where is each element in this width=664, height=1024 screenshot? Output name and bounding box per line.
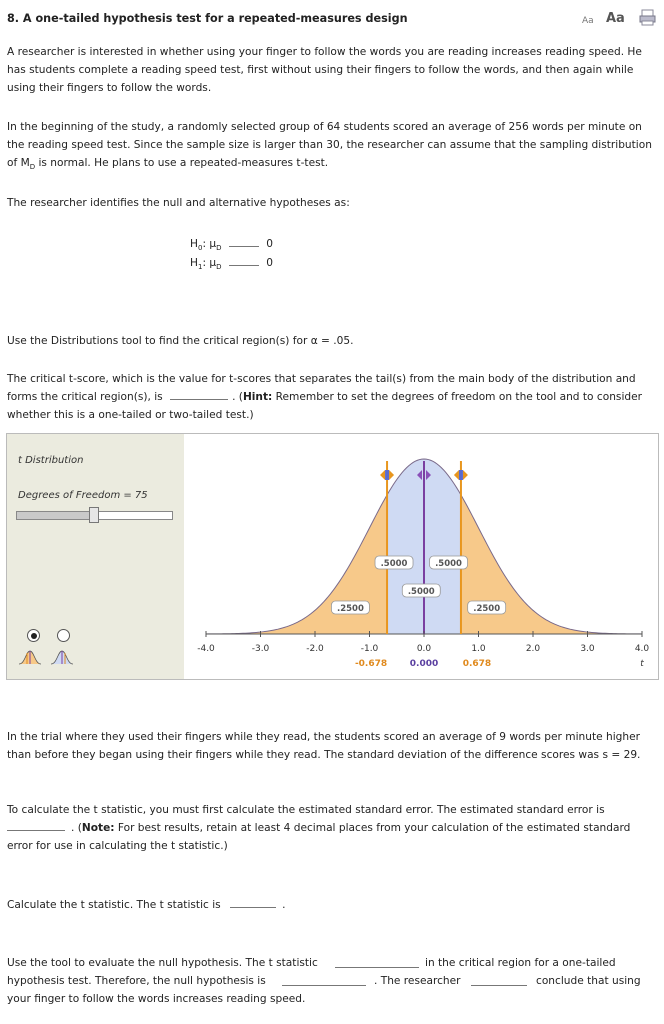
t-statistic-input[interactable] bbox=[230, 897, 276, 908]
researcher-conclusion-dropdown[interactable] bbox=[471, 975, 527, 986]
x-tick-label: -3.0 bbox=[251, 644, 270, 654]
area-label: .5000 bbox=[380, 559, 408, 569]
x-tick-label: 3.0 bbox=[580, 644, 595, 654]
x-tick-label: 0.0 bbox=[416, 644, 432, 654]
x-axis-label: t bbox=[640, 659, 644, 669]
area-label: .2500 bbox=[336, 604, 364, 614]
alternative-hypothesis: $H_1$: $\mu_D$ 0 bbox=[190, 257, 274, 272]
standard-error-input[interactable] bbox=[7, 820, 65, 831]
null-hypothesis: $H_0$: $\mu_D$ 0 bbox=[190, 238, 274, 253]
text-size-large-button[interactable]: Aa bbox=[606, 11, 625, 26]
x-tick-label: -2.0 bbox=[306, 644, 324, 654]
x-tick-label: -4.0 bbox=[197, 644, 215, 654]
critical-region-dropdown[interactable] bbox=[335, 957, 419, 968]
standard-error-paragraph: To calculate the t statistic, you must first calculate the estimated standard error. The estimated standard error is . (Note: For best results, retain at least 4 decimal places from your calculation of the estimated standard error for use in calculating the t statistic.) bbox=[7, 804, 631, 852]
t-distribution-graph bbox=[184, 434, 658, 679]
h0-operator-dropdown[interactable] bbox=[229, 236, 259, 247]
critical-t-input[interactable] bbox=[170, 389, 228, 400]
t-statistic-paragraph: Calculate the t statistic. The t statistic is . bbox=[7, 899, 286, 911]
marker-drag-handle bbox=[385, 470, 389, 480]
x-tick-label: 4.0 bbox=[634, 644, 650, 654]
tool-controls-panel bbox=[7, 434, 184, 679]
question-title: 8. A one-tailed hypothesis test for a repeated-measures design bbox=[7, 12, 408, 25]
intro-paragraph: A researcher is interested in whether using your finger to follow the words you are reading increases reading speed. He has students complete a reading speed test, first without using their fingers to follow the words, and then again while using their fingers to follow the words. bbox=[7, 46, 642, 94]
null-hypothesis-dropdown[interactable] bbox=[282, 975, 366, 986]
distributions-tool bbox=[6, 433, 659, 680]
distribution-label: t Distribution bbox=[18, 455, 84, 466]
two-tail-radio[interactable] bbox=[57, 629, 70, 642]
text-size-small-button[interactable]: Aa bbox=[582, 16, 594, 26]
degrees-of-freedom-label: Degrees of Freedom = 75 bbox=[18, 490, 148, 501]
hypotheses-intro: The researcher identifies the null and alternative hypotheses as: bbox=[7, 197, 350, 209]
area-label: .2500 bbox=[473, 604, 501, 614]
one-tail-distribution-icon[interactable] bbox=[18, 649, 42, 668]
study-paragraph: In the beginning of the study, a randomly selected group of 64 students scored an average of 256 words per minute on the reading speed test. Since the sample size is larger than 30, the researcher can assume that the sampling distribution of $M_D$ is normal. He plans to use a repeated-measures t-test. bbox=[7, 121, 652, 172]
distribution-instruction: Use the Distributions tool to find the critical region(s) for α = .05. bbox=[7, 335, 354, 347]
marker-drag-handle bbox=[459, 470, 463, 480]
two-tail-distribution-icon[interactable] bbox=[50, 649, 74, 668]
t-distribution-chart bbox=[184, 434, 658, 679]
df-slider-thumb[interactable] bbox=[89, 507, 99, 523]
one-tail-radio[interactable] bbox=[27, 629, 40, 642]
x-tick-label: 1.0 bbox=[471, 644, 486, 654]
trial-paragraph: In the trial where they used their fingers while they read, the students scored an average of 9 words per minute higher than before they began using their fingers while they read. The standard deviation of the difference scores was s = 29. bbox=[7, 731, 641, 761]
area-label: .5000 bbox=[407, 587, 435, 597]
x-tick-label: 2.0 bbox=[525, 644, 541, 654]
marker-value-label: -0.678 bbox=[354, 659, 388, 669]
h1-operator-dropdown[interactable] bbox=[229, 255, 259, 266]
critical-value-paragraph: The critical t-score, which is the value for t-scores that separates the tail(s) from the main body of the distribution and forms the critical region(s), is . (Hint: Remember to set the degrees of freedom on the tool and to consider whether this is a one-tailed or two-tailed test.) bbox=[7, 373, 642, 421]
area-label: .5000 bbox=[435, 559, 462, 569]
df-slider-fill bbox=[17, 512, 90, 519]
marker-value-label: 0.678 bbox=[462, 659, 492, 669]
printer-icon[interactable] bbox=[639, 9, 656, 29]
marker-value-label: 0.000 bbox=[409, 659, 439, 669]
x-tick-label: -1.0 bbox=[360, 644, 379, 654]
